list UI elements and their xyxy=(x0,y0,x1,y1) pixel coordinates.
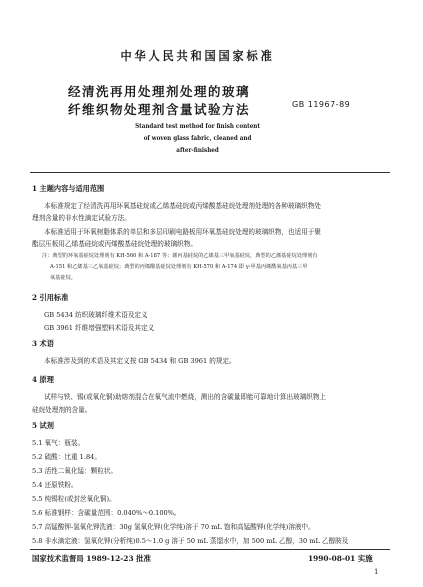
section-2-heading: 2 引用标准 xyxy=(32,293,69,302)
reagent-item: 5.7 高锰酸钾-氢氧化钾洗液：30g 氢氧化钾(化学纯)溶于 70 mL 饱和高锰酸钾(化学纯)溶液中。 xyxy=(32,523,315,531)
section-1-note-2: A-151 和乙烯基三乙氧基硅烷；典型的丙烯酸基硅烷处理剂有 KH-570 和 A-174 即 γ-甲基丙烯酰氧基丙基三甲 xyxy=(50,264,308,270)
section-3-para: 本标准涉及到的术语及其定义按 GB 5434 和 GB 3961 的规定。 xyxy=(44,357,236,365)
reagent-item: 5.3 活性二氧化锰：颗粒状。 xyxy=(32,467,118,475)
english-title-line-1: Standard test method for finish content xyxy=(135,123,260,130)
section-1-heading: 1 主题内容与适用范围 xyxy=(32,184,105,193)
top-divider xyxy=(30,172,390,173)
page-number: 1 xyxy=(374,568,379,576)
reference-gb3961: GB 3961 纤维增强塑料术语及其定义 xyxy=(44,324,155,332)
section-1-note-3: 氧基硅烷。 xyxy=(50,275,76,281)
title-line-1: 经清洗再用处理剂处理的玻璃 xyxy=(68,84,251,99)
section-1-para-1a: 本标准规定了经清洗再用环氧基硅烷或乙烯基硅烷或丙烯酸基硅烷处理剂处理的各种玻璃织物处 xyxy=(44,202,321,210)
bottom-divider xyxy=(30,549,390,550)
section-4-heading: 4 原理 xyxy=(32,375,54,384)
section-1-para-2a: 本标准适用于环氧树脂体系的单层和多层印刷电路板用环氧基硅烷处理的玻璃织物，也适用于聚 xyxy=(44,228,321,236)
reagent-item: 5.8 非水滴定液：氢氧化钾(分析纯)0.5～1.0 g 溶于 50 mL 蒸馏水中，加 500 mL 乙醇，30 mL 乙醇胺及 xyxy=(32,537,349,545)
reagent-item: 5.1 氧气：瓶装。 xyxy=(32,439,85,447)
section-1-para-2b: 酯层压板用乙烯基硅烷或丙烯酸基硅烷处理的玻璃织物。 xyxy=(32,240,197,248)
section-1-para-1b: 理剂含量的非水性滴定试验方法。 xyxy=(32,214,131,222)
reagent-item: 5.5 纯锡粒(或封丝氧化铜)。 xyxy=(32,495,116,503)
effective-date: 1990-08-01 实施 xyxy=(308,554,373,563)
reference-gb5434: GB 5434 纺织玻璃纤维术语及定义 xyxy=(44,311,148,319)
english-title-line-2: of woven glass fabric, cleaned and xyxy=(143,135,252,142)
reagent-item: 5.6 标准钢样：含碳量范围：0.040%～0.100%。 xyxy=(32,509,181,517)
section-4-para-b: 硅烷处理剂的含量。 xyxy=(32,406,92,414)
title-line-2: 纤维织物处理剂含量试验方法 xyxy=(68,102,251,117)
section-1-note-1: 注：典型的环氧基硅烷处理剂有 KH-560 和 A-187 等；烯丙基硅烷的乙烯基三甲氧基硅烷，典型的乙烯基硅烷处理剂有 xyxy=(42,253,318,259)
english-title-line-3: after-finished xyxy=(176,147,219,154)
reagent-item: 5.2 硫酸：比重 1.84。 xyxy=(32,453,101,461)
section-4-para-a: 试样与铁、锡(或氧化铜)助熔剂混合在氧气流中燃烧，测出的含碳量即能可靠地计算出玻璃织物上 xyxy=(44,393,327,401)
section-5-heading: 5 试剂 xyxy=(32,421,54,430)
standard-number: GB 11967-89 xyxy=(292,100,351,109)
approval-date: 国家技术监督局 1989-12-23 批准 xyxy=(32,554,151,563)
reagent-item: 5.4 还原铁粉。 xyxy=(32,481,78,489)
section-3-heading: 3 术语 xyxy=(32,339,54,348)
standard-header: 中华人民共和国国家标准 xyxy=(120,49,275,63)
